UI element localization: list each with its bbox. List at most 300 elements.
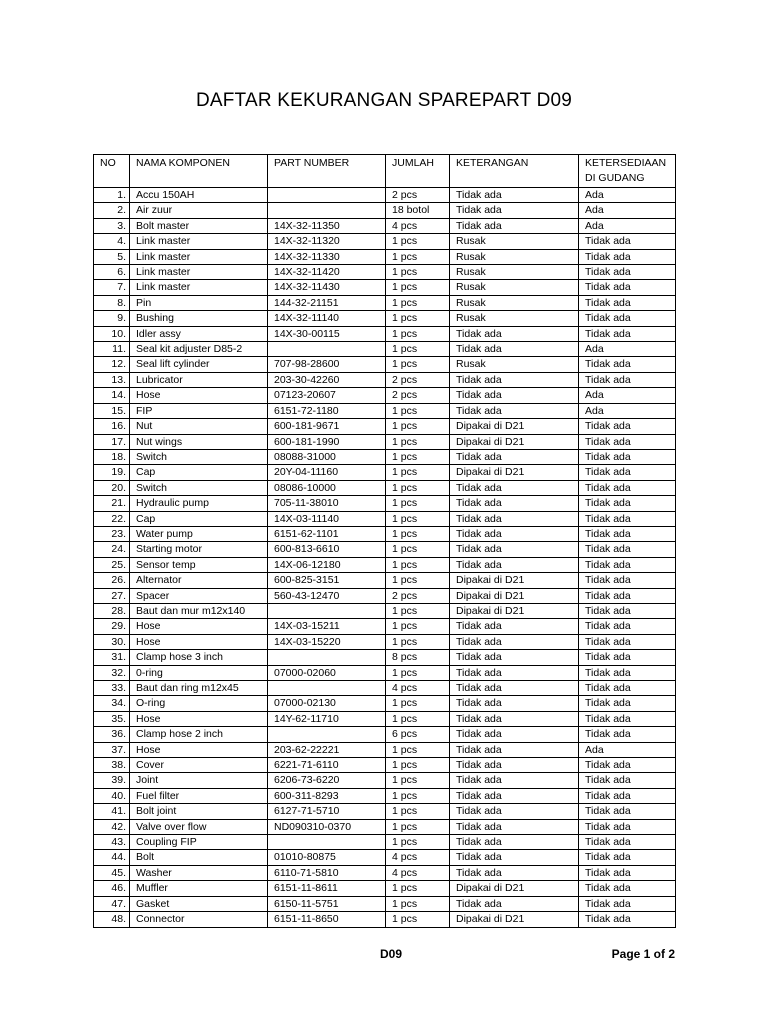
cell-ketersediaan: Tidak ada [579, 650, 676, 665]
cell-part-number: 6151-11-8611 [268, 881, 386, 896]
cell-keterangan: Tidak ada [450, 788, 579, 803]
cell-part-number: 203-30-42260 [268, 372, 386, 387]
table-row [94, 542, 676, 557]
cell-nama-komponen: Lubricator [130, 372, 268, 387]
cell-part-number: 203-62-22221 [268, 742, 386, 757]
cell-no: 8. [94, 295, 130, 310]
cell-ketersediaan: Tidak ada [579, 727, 676, 742]
cell-nama-komponen: Connector [130, 912, 268, 927]
cell-nama-komponen: Fuel filter [130, 788, 268, 803]
cell-no: 18. [94, 449, 130, 464]
cell-part-number: 560-43-12470 [268, 588, 386, 603]
cell-ketersediaan: Tidak ada [579, 526, 676, 541]
cell-nama-komponen: Pin [130, 295, 268, 310]
cell-jumlah: 1 pcs [386, 912, 450, 927]
cell-nama-komponen: Seal lift cylinder [130, 357, 268, 372]
cell-ketersediaan: Tidak ada [579, 326, 676, 341]
table-row [94, 557, 676, 572]
cell-no: 13. [94, 372, 130, 387]
header-keterangan: KETERANGAN [450, 155, 579, 188]
cell-nama-komponen: Muffler [130, 881, 268, 896]
cell-keterangan: Tidak ada [450, 665, 579, 680]
cell-ketersediaan: Tidak ada [579, 665, 676, 680]
table-row [94, 711, 676, 726]
cell-part-number: 6150-11-5751 [268, 896, 386, 911]
cell-part-number: 6221-71-6110 [268, 758, 386, 773]
table-row [94, 465, 676, 480]
cell-jumlah: 2 pcs [386, 588, 450, 603]
cell-jumlah: 2 pcs [386, 372, 450, 387]
cell-part-number [268, 650, 386, 665]
table-header-row [94, 155, 676, 188]
cell-nama-komponen: Cap [130, 465, 268, 480]
cell-keterangan: Tidak ada [450, 896, 579, 911]
cell-no: 43. [94, 835, 130, 850]
cell-ketersediaan: Ada [579, 203, 676, 218]
cell-part-number: 14X-03-11140 [268, 511, 386, 526]
table-row [94, 480, 676, 495]
cell-ketersediaan: Tidak ada [579, 681, 676, 696]
table-row [94, 388, 676, 403]
cell-nama-komponen: Link master [130, 249, 268, 264]
cell-keterangan: Tidak ada [450, 372, 579, 387]
cell-ketersediaan: Tidak ada [579, 619, 676, 634]
cell-jumlah: 4 pcs [386, 865, 450, 880]
cell-ketersediaan: Tidak ada [579, 835, 676, 850]
header-jumlah: JUMLAH [386, 155, 450, 188]
cell-jumlah: 1 pcs [386, 511, 450, 526]
cell-ketersediaan: Tidak ada [579, 758, 676, 773]
cell-ketersediaan: Tidak ada [579, 434, 676, 449]
cell-no: 11. [94, 342, 130, 357]
table-row [94, 295, 676, 310]
cell-ketersediaan: Tidak ada [579, 603, 676, 618]
cell-jumlah: 4 pcs [386, 850, 450, 865]
cell-part-number: 20Y-04-11160 [268, 465, 386, 480]
table-row [94, 650, 676, 665]
table-row [94, 203, 676, 218]
table-row [94, 588, 676, 603]
header-no: NO [94, 155, 130, 188]
table-row [94, 850, 676, 865]
table-row [94, 665, 676, 680]
cell-nama-komponen: 0-ring [130, 665, 268, 680]
table-row [94, 896, 676, 911]
cell-no: 24. [94, 542, 130, 557]
cell-jumlah: 1 pcs [386, 449, 450, 464]
cell-part-number: 08086-10000 [268, 480, 386, 495]
cell-nama-komponen: Hose [130, 634, 268, 649]
cell-part-number: 14X-30-00115 [268, 326, 386, 341]
cell-ketersediaan: Ada [579, 742, 676, 757]
cell-nama-komponen: Clamp hose 2 inch [130, 727, 268, 742]
cell-no: 12. [94, 357, 130, 372]
table-row [94, 496, 676, 511]
cell-ketersediaan: Tidak ada [579, 819, 676, 834]
cell-keterangan: Tidak ada [450, 865, 579, 880]
cell-nama-komponen: Washer [130, 865, 268, 880]
cell-part-number: 07000-02130 [268, 696, 386, 711]
cell-keterangan: Tidak ada [450, 711, 579, 726]
cell-ketersediaan: Tidak ada [579, 480, 676, 495]
cell-jumlah: 1 pcs [386, 742, 450, 757]
cell-part-number: 144-32-21151 [268, 295, 386, 310]
cell-no: 10. [94, 326, 130, 341]
cell-nama-komponen: Bolt master [130, 218, 268, 233]
cell-keterangan: Tidak ada [450, 496, 579, 511]
cell-part-number: 600-181-9671 [268, 419, 386, 434]
table-row [94, 403, 676, 418]
cell-part-number: 707-98-28600 [268, 357, 386, 372]
cell-keterangan: Tidak ada [450, 835, 579, 850]
cell-part-number: 14X-32-11140 [268, 311, 386, 326]
cell-part-number: 14X-03-15211 [268, 619, 386, 634]
cell-jumlah: 1 pcs [386, 788, 450, 803]
table-row [94, 788, 676, 803]
cell-jumlah: 1 pcs [386, 234, 450, 249]
cell-part-number [268, 603, 386, 618]
table-row [94, 773, 676, 788]
cell-keterangan: Dipakai di D21 [450, 912, 579, 927]
cell-jumlah: 1 pcs [386, 696, 450, 711]
cell-part-number: 14X-32-11330 [268, 249, 386, 264]
cell-jumlah: 1 pcs [386, 326, 450, 341]
cell-keterangan: Tidak ada [450, 742, 579, 757]
cell-jumlah: 1 pcs [386, 311, 450, 326]
cell-keterangan: Dipakai di D21 [450, 434, 579, 449]
cell-part-number: 14X-03-15220 [268, 634, 386, 649]
cell-no: 31. [94, 650, 130, 665]
cell-ketersediaan: Tidak ada [579, 542, 676, 557]
cell-keterangan: Tidak ada [450, 773, 579, 788]
cell-keterangan: Dipakai di D21 [450, 573, 579, 588]
cell-ketersediaan: Tidak ada [579, 311, 676, 326]
table-row [94, 311, 676, 326]
table-row [94, 342, 676, 357]
cell-keterangan: Tidak ada [450, 403, 579, 418]
table-row [94, 603, 676, 618]
cell-nama-komponen: Clamp hose 3 inch [130, 650, 268, 665]
cell-jumlah: 2 pcs [386, 388, 450, 403]
cell-part-number: 6127-71-5710 [268, 804, 386, 819]
cell-nama-komponen: Hose [130, 619, 268, 634]
table-row [94, 865, 676, 880]
cell-ketersediaan: Tidak ada [579, 865, 676, 880]
cell-no: 16. [94, 419, 130, 434]
cell-keterangan: Rusak [450, 249, 579, 264]
cell-part-number [268, 203, 386, 218]
cell-ketersediaan: Tidak ada [579, 788, 676, 803]
cell-ketersediaan: Tidak ada [579, 449, 676, 464]
cell-keterangan: Dipakai di D21 [450, 588, 579, 603]
table-row [94, 280, 676, 295]
cell-jumlah: 1 pcs [386, 665, 450, 680]
cell-no: 41. [94, 804, 130, 819]
cell-keterangan: Rusak [450, 234, 579, 249]
cell-no: 35. [94, 711, 130, 726]
cell-no: 19. [94, 465, 130, 480]
table-row [94, 357, 676, 372]
cell-jumlah: 1 pcs [386, 804, 450, 819]
cell-nama-komponen: Link master [130, 265, 268, 280]
cell-ketersediaan: Tidak ada [579, 912, 676, 927]
table-row [94, 681, 676, 696]
cell-jumlah: 1 pcs [386, 357, 450, 372]
cell-no: 20. [94, 480, 130, 495]
cell-no: 33. [94, 681, 130, 696]
cell-jumlah: 1 pcs [386, 496, 450, 511]
cell-jumlah: 1 pcs [386, 265, 450, 280]
cell-part-number: 6151-72-1180 [268, 403, 386, 418]
cell-keterangan: Tidak ada [450, 342, 579, 357]
cell-no: 22. [94, 511, 130, 526]
cell-part-number: 07000-02060 [268, 665, 386, 680]
cell-part-number: 600-181-1990 [268, 434, 386, 449]
cell-nama-komponen: Idler assy [130, 326, 268, 341]
cell-ketersediaan: Tidak ada [579, 234, 676, 249]
cell-jumlah: 1 pcs [386, 634, 450, 649]
cell-ketersediaan: Tidak ada [579, 696, 676, 711]
cell-part-number [268, 342, 386, 357]
cell-nama-komponen: Baut dan mur m12x140 [130, 603, 268, 618]
footer-document-code: D09 [380, 947, 403, 961]
cell-jumlah: 1 pcs [386, 557, 450, 572]
table-row [94, 881, 676, 896]
table-row [94, 449, 676, 464]
cell-ketersediaan: Ada [579, 342, 676, 357]
table-body [94, 188, 676, 928]
cell-nama-komponen: Hose [130, 711, 268, 726]
cell-jumlah: 1 pcs [386, 542, 450, 557]
cell-no: 28. [94, 603, 130, 618]
cell-jumlah: 1 pcs [386, 280, 450, 295]
cell-jumlah: 1 pcs [386, 480, 450, 495]
cell-ketersediaan: Tidak ada [579, 419, 676, 434]
cell-part-number: 600-813-6610 [268, 542, 386, 557]
cell-jumlah: 1 pcs [386, 573, 450, 588]
cell-ketersediaan: Tidak ada [579, 280, 676, 295]
cell-jumlah: 2 pcs [386, 188, 450, 203]
cell-nama-komponen: Cap [130, 511, 268, 526]
cell-nama-komponen: Gasket [130, 896, 268, 911]
cell-jumlah: 1 pcs [386, 881, 450, 896]
table-row [94, 634, 676, 649]
cell-nama-komponen: Joint [130, 773, 268, 788]
cell-no: 5. [94, 249, 130, 264]
cell-nama-komponen: Accu 150AH [130, 188, 268, 203]
cell-keterangan: Rusak [450, 311, 579, 326]
cell-ketersediaan: Tidak ada [579, 711, 676, 726]
cell-keterangan: Tidak ada [450, 480, 579, 495]
cell-no: 38. [94, 758, 130, 773]
cell-ketersediaan: Tidak ada [579, 249, 676, 264]
table-row [94, 696, 676, 711]
cell-nama-komponen: Starting motor [130, 542, 268, 557]
cell-jumlah: 1 pcs [386, 403, 450, 418]
table-row [94, 742, 676, 757]
table-row [94, 619, 676, 634]
cell-nama-komponen: Spacer [130, 588, 268, 603]
cell-keterangan: Tidak ada [450, 449, 579, 464]
cell-part-number: 07123-20607 [268, 388, 386, 403]
table-row [94, 249, 676, 264]
table-row [94, 188, 676, 203]
cell-no: 34. [94, 696, 130, 711]
cell-no: 46. [94, 881, 130, 896]
cell-part-number: 600-311-8293 [268, 788, 386, 803]
table-row [94, 419, 676, 434]
cell-keterangan: Tidak ada [450, 681, 579, 696]
cell-part-number: 6151-11-8650 [268, 912, 386, 927]
cell-keterangan: Tidak ada [450, 696, 579, 711]
cell-ketersediaan: Tidak ada [579, 896, 676, 911]
cell-nama-komponen: Hose [130, 742, 268, 757]
cell-nama-komponen: Baut dan ring m12x45 [130, 681, 268, 696]
cell-no: 27. [94, 588, 130, 603]
table-row [94, 511, 676, 526]
cell-part-number: 705-11-38010 [268, 496, 386, 511]
cell-no: 4. [94, 234, 130, 249]
cell-part-number [268, 188, 386, 203]
cell-jumlah: 1 pcs [386, 295, 450, 310]
cell-part-number: 08088-31000 [268, 449, 386, 464]
table-row [94, 434, 676, 449]
cell-keterangan: Tidak ada [450, 542, 579, 557]
cell-nama-komponen: Cover [130, 758, 268, 773]
cell-jumlah: 1 pcs [386, 619, 450, 634]
cell-keterangan: Tidak ada [450, 650, 579, 665]
cell-part-number: 14Y-62-11710 [268, 711, 386, 726]
cell-no: 6. [94, 265, 130, 280]
table-row [94, 526, 676, 541]
cell-part-number: ND090310-0370 [268, 819, 386, 834]
cell-no: 9. [94, 311, 130, 326]
cell-no: 1. [94, 188, 130, 203]
table-row [94, 234, 676, 249]
cell-nama-komponen: Valve over flow [130, 819, 268, 834]
cell-ketersediaan: Ada [579, 388, 676, 403]
cell-ketersediaan: Tidak ada [579, 265, 676, 280]
cell-jumlah: 1 pcs [386, 419, 450, 434]
cell-part-number [268, 681, 386, 696]
cell-jumlah: 8 pcs [386, 650, 450, 665]
table-row [94, 218, 676, 233]
cell-keterangan: Dipakai di D21 [450, 603, 579, 618]
cell-ketersediaan: Tidak ada [579, 588, 676, 603]
cell-keterangan: Tidak ada [450, 634, 579, 649]
cell-ketersediaan: Tidak ada [579, 881, 676, 896]
cell-no: 2. [94, 203, 130, 218]
cell-jumlah: 1 pcs [386, 249, 450, 264]
cell-ketersediaan: Tidak ada [579, 557, 676, 572]
cell-keterangan: Rusak [450, 295, 579, 310]
cell-keterangan: Tidak ada [450, 758, 579, 773]
cell-no: 7. [94, 280, 130, 295]
cell-keterangan: Dipakai di D21 [450, 881, 579, 896]
cell-no: 47. [94, 896, 130, 911]
sparepart-table [93, 154, 676, 928]
cell-part-number: 14X-32-11430 [268, 280, 386, 295]
cell-no: 17. [94, 434, 130, 449]
table-row [94, 326, 676, 341]
cell-nama-komponen: Hydraulic pump [130, 496, 268, 511]
cell-nama-komponen: O-ring [130, 696, 268, 711]
cell-nama-komponen: Bolt joint [130, 804, 268, 819]
cell-jumlah: 1 pcs [386, 896, 450, 911]
cell-part-number: 14X-06-12180 [268, 557, 386, 572]
cell-nama-komponen: Switch [130, 480, 268, 495]
cell-part-number [268, 727, 386, 742]
cell-ketersediaan: Tidak ada [579, 773, 676, 788]
cell-keterangan: Tidak ada [450, 326, 579, 341]
document-title: DAFTAR KEKURANGAN SPAREPART D09 [195, 90, 573, 111]
cell-ketersediaan: Tidak ada [579, 804, 676, 819]
cell-no: 15. [94, 403, 130, 418]
cell-keterangan: Tidak ada [450, 526, 579, 541]
cell-ketersediaan: Tidak ada [579, 511, 676, 526]
cell-jumlah: 1 pcs [386, 773, 450, 788]
cell-jumlah: 18 botol [386, 203, 450, 218]
cell-keterangan: Tidak ada [450, 511, 579, 526]
cell-jumlah: 1 pcs [386, 526, 450, 541]
table-row [94, 573, 676, 588]
table-row [94, 835, 676, 850]
cell-jumlah: 1 pcs [386, 835, 450, 850]
table-row [94, 804, 676, 819]
cell-part-number: 14X-32-11320 [268, 234, 386, 249]
cell-no: 39. [94, 773, 130, 788]
cell-keterangan: Tidak ada [450, 804, 579, 819]
cell-keterangan: Rusak [450, 357, 579, 372]
cell-nama-komponen: Switch [130, 449, 268, 464]
cell-keterangan: Rusak [450, 265, 579, 280]
cell-nama-komponen: Alternator [130, 573, 268, 588]
cell-nama-komponen: Nut wings [130, 434, 268, 449]
cell-no: 26. [94, 573, 130, 588]
cell-jumlah: 6 pcs [386, 727, 450, 742]
cell-nama-komponen: Bushing [130, 311, 268, 326]
cell-keterangan: Tidak ada [450, 619, 579, 634]
cell-nama-komponen: Sensor temp [130, 557, 268, 572]
cell-keterangan: Tidak ada [450, 727, 579, 742]
cell-nama-komponen: Nut [130, 419, 268, 434]
cell-keterangan: Tidak ada [450, 850, 579, 865]
cell-jumlah: 4 pcs [386, 681, 450, 696]
cell-keterangan: Tidak ada [450, 819, 579, 834]
cell-jumlah: 1 pcs [386, 711, 450, 726]
cell-keterangan: Tidak ada [450, 203, 579, 218]
cell-part-number: 6151-62-1101 [268, 526, 386, 541]
cell-keterangan: Tidak ada [450, 218, 579, 233]
table-row [94, 758, 676, 773]
cell-nama-komponen: FIP [130, 403, 268, 418]
cell-nama-komponen: Coupling FIP [130, 835, 268, 850]
cell-keterangan: Dipakai di D21 [450, 465, 579, 480]
cell-ketersediaan: Tidak ada [579, 372, 676, 387]
table-row [94, 819, 676, 834]
cell-no: 21. [94, 496, 130, 511]
cell-ketersediaan: Tidak ada [579, 850, 676, 865]
cell-keterangan: Rusak [450, 280, 579, 295]
cell-nama-komponen: Air zuur [130, 203, 268, 218]
cell-no: 3. [94, 218, 130, 233]
cell-ketersediaan: Tidak ada [579, 357, 676, 372]
cell-part-number: 6206-73-6220 [268, 773, 386, 788]
table-row [94, 372, 676, 387]
cell-ketersediaan: Ada [579, 218, 676, 233]
cell-ketersediaan: Tidak ada [579, 496, 676, 511]
cell-jumlah: 1 pcs [386, 603, 450, 618]
